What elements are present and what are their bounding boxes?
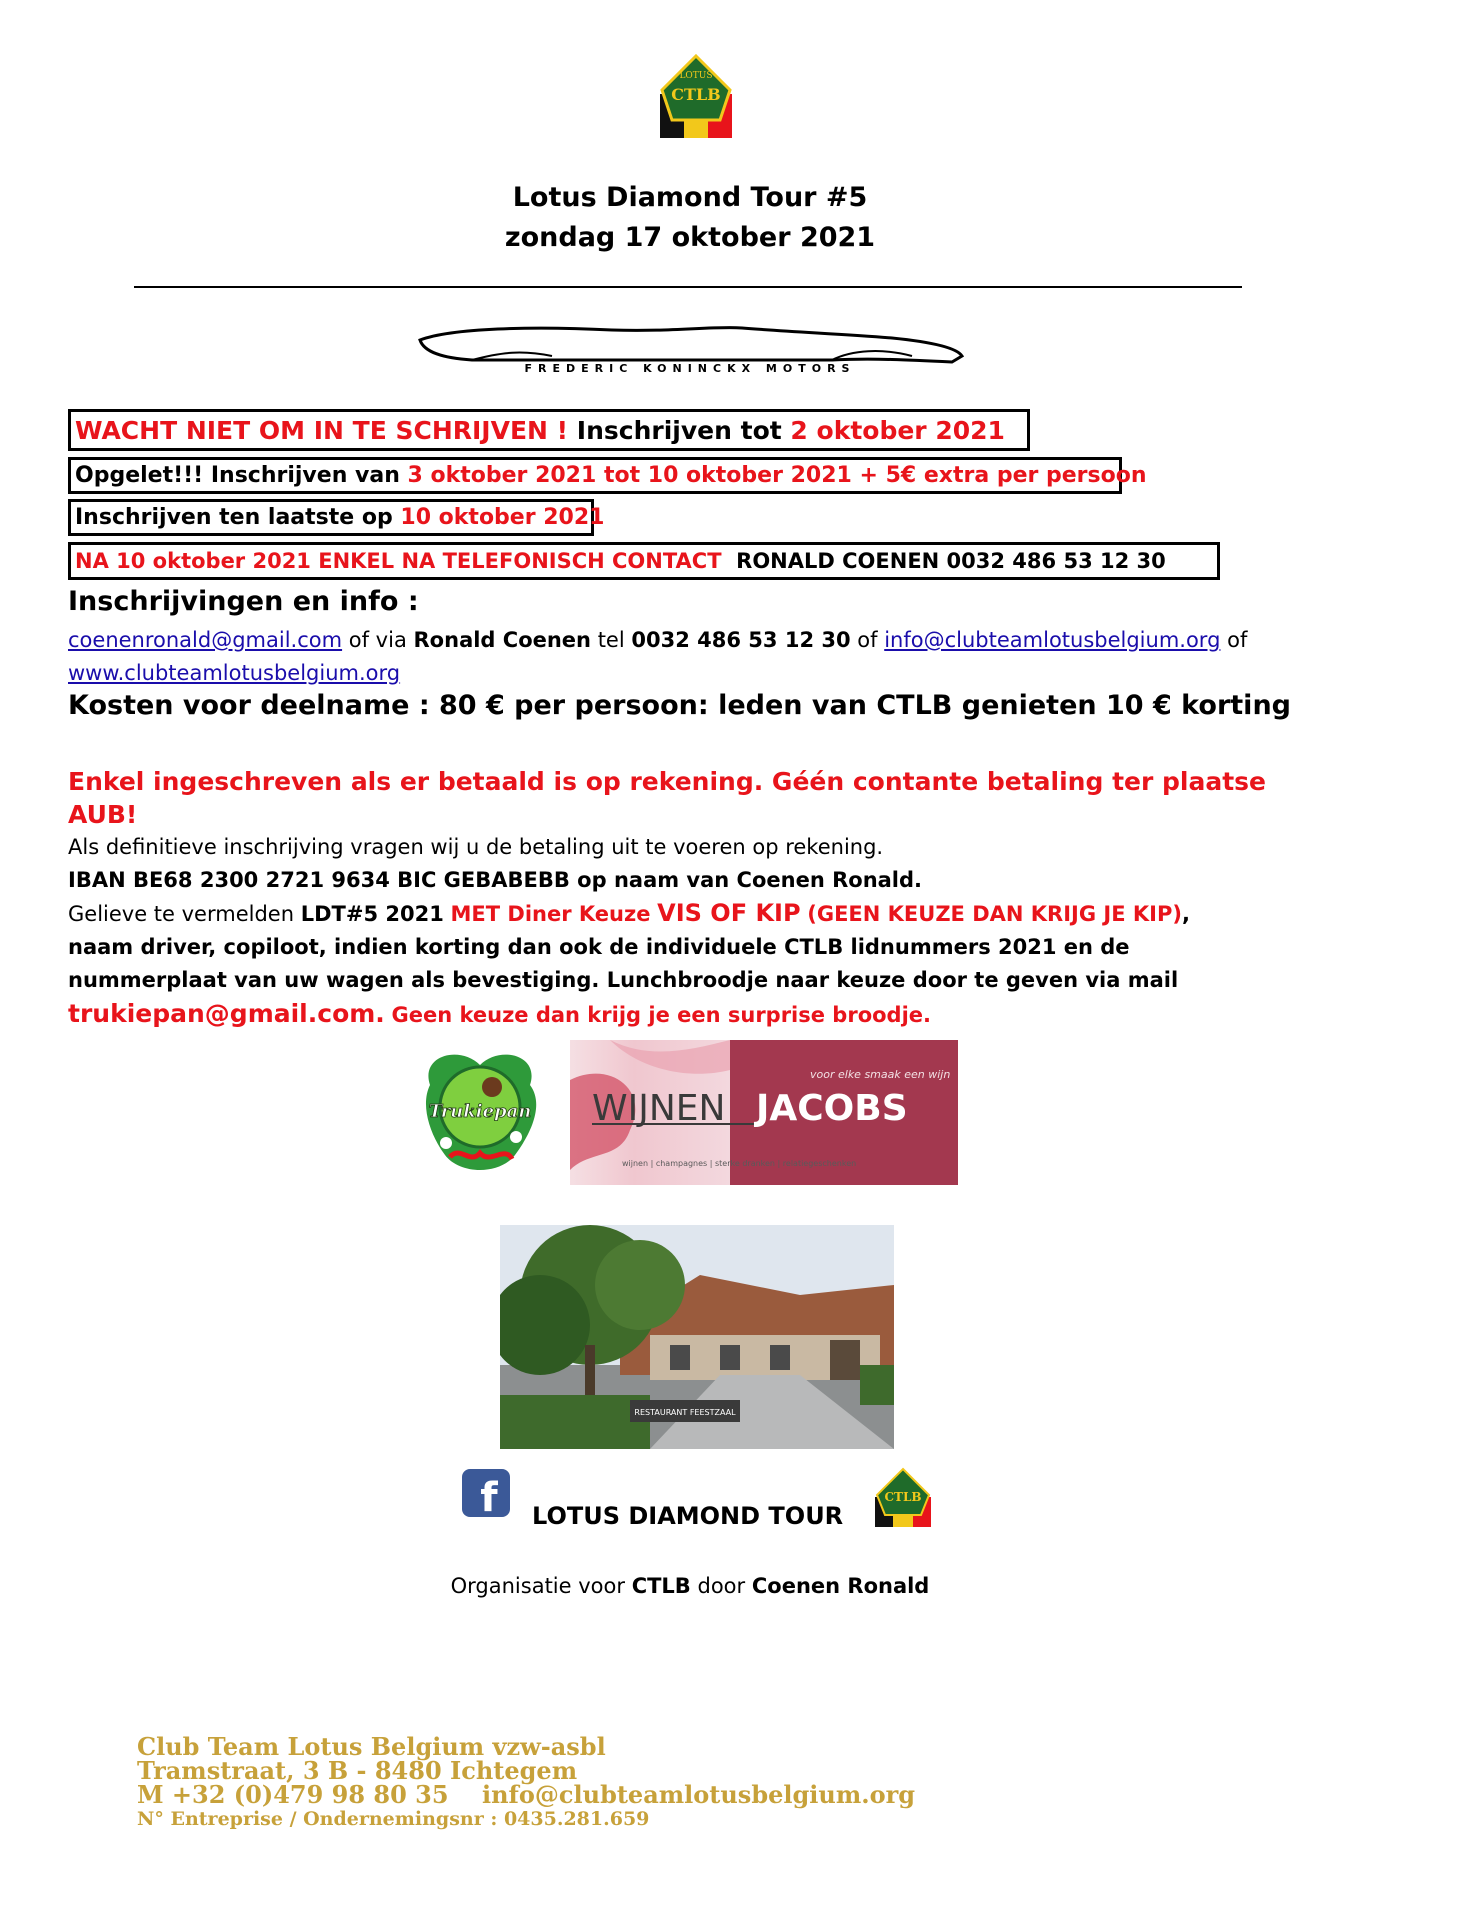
contact-text-1: of via <box>348 628 407 652</box>
ctlb-logo-small <box>875 1467 931 1527</box>
notice-3-black: Inschrijven ten laatste op <box>75 505 393 530</box>
contact-name: Ronald Coenen <box>413 628 592 652</box>
contact-text-3: of <box>857 628 878 652</box>
facebook-page-label: LOTUS DIAMOND TOUR <box>532 1502 844 1530</box>
payment-mention <box>68 897 1308 931</box>
mention-red-1: MET Diner Keuze <box>450 902 651 926</box>
divider <box>134 286 1242 288</box>
ctlb-logo-small-text: CTLB <box>884 1490 922 1504</box>
wijnen-tagline: voor elke smaak een wijn <box>810 1068 951 1081</box>
org-club: CTLB <box>631 1574 691 1598</box>
notice-2-red: 3 oktober 2021 tot 10 oktober 2021 + 5€ extra per persoon <box>407 463 1147 488</box>
tour-date: zondag 17 oktober 2021 <box>504 222 876 253</box>
page-title <box>0 178 1380 258</box>
payment-line-3: naam driver, copiloot, indien korting dan ook de individuele CTLB lidnummers 2021 en de <box>68 935 1130 959</box>
org-person: Coenen Ronald <box>751 1574 930 1598</box>
notice-1-date: 2 oktober 2021 <box>790 416 1005 445</box>
contact-line <box>68 624 1308 690</box>
notice-1-black: Inschrijven tot <box>576 416 782 445</box>
lunch-mail-note: Geen keuze dan krijg je een surprise broodje. <box>391 1003 932 1027</box>
organisation-line <box>0 1574 1380 1598</box>
mention-code: LDT#5 2021 <box>300 902 444 926</box>
notice-late-fee <box>68 457 1147 494</box>
payment-block <box>68 765 1308 1032</box>
notice-last-date <box>68 499 605 536</box>
payment-warning: Enkel ingeschreven als er betaald is op rekening. Géén contante betaling ter plaatse AUB! <box>68 767 1267 829</box>
contact-text-2: tel <box>597 628 625 652</box>
trukiepan-logo-text: Trukiepan <box>428 1101 532 1122</box>
notice-phone-contact <box>68 542 1220 580</box>
trukiepan-logo <box>420 1045 540 1180</box>
wijnen-subline: wijnen | champagnes | sterke dranken | relatiegeschenken <box>622 1159 857 1168</box>
payment-line-4: nummerplaat van uw wagen als bevestiging. Lunchbroodje naar keuze door te geven via mail <box>68 968 1179 992</box>
facebook-glyph: f <box>480 1475 498 1517</box>
contact-phone: 0032 486 53 12 30 <box>631 628 851 652</box>
ctlb-logo <box>660 54 732 138</box>
mention-pre: Gelieve te vermelden <box>68 902 295 926</box>
notice-4-black: RONALD COENEN 0032 486 53 12 30 <box>736 549 1166 573</box>
koninckx-motors-logo <box>412 322 968 374</box>
notice-1-red: WACHT NIET OM IN TE SCHRIJVEN ! <box>75 416 569 445</box>
footer-address <box>137 1732 916 1831</box>
notice-4-red: NA 10 oktober 2021 ENKEL NA TELEFONISCH CONTACT <box>75 549 722 573</box>
mention-red-big: VIS OF KIP <box>657 899 801 927</box>
mention-post: , <box>1181 902 1190 926</box>
payment-line-1: Als definitieve inschrijving vragen wij u de betaling uit te voeren op rekening. <box>68 835 884 859</box>
payment-iban: IBAN BE68 2300 2721 9634 BIC GEBABEBB op naam van Coenen Ronald. <box>68 868 923 892</box>
wijnen-jacobs-banner <box>570 1040 958 1185</box>
cost-line: Kosten voor deelname : 80 € per persoon: leden van CTLB genieten 10 € korting <box>68 690 1291 721</box>
footer-company-number: N° Entreprise / Ondernemingsnr : 0435.281.659 <box>137 1808 650 1830</box>
jacobs-word: JACOBS <box>756 1088 908 1129</box>
venue-sign: RESTAURANT FEESTZAAL <box>634 1408 736 1417</box>
info-heading: Inschrijvingen en info : <box>68 586 419 617</box>
tour-title: Lotus Diamond Tour #5 <box>512 182 868 213</box>
org-mid: door <box>697 1574 746 1598</box>
wijnen-word: WIJNEN <box>592 1088 726 1129</box>
org-pre: Organisatie voor <box>450 1574 625 1598</box>
lunch-mail: trukiepan@gmail.com. <box>68 999 385 1028</box>
notice-3-red: 10 oktober 2021 <box>400 505 605 530</box>
email-link-info[interactable]: info@clubteamlotusbelgium.org <box>884 628 1221 652</box>
website-link[interactable]: www.clubteamlotusbelgium.org <box>68 661 401 685</box>
notice-2-black: Opgelet!!! Inschrijven van <box>75 463 400 488</box>
payment-mail-line <box>68 997 1308 1032</box>
email-link-coenen[interactable]: coenenronald@gmail.com <box>68 628 343 652</box>
ctlb-logo-small: LOTUS <box>679 71 713 81</box>
footer-contact <box>137 1780 916 1809</box>
footer-club: Club Team Lotus Belgium vzw-asbl <box>137 1732 606 1761</box>
contact-text-4: of <box>1227 628 1248 652</box>
koninckx-logo-text: FREDERIC KONINCKX MOTORS <box>524 362 856 374</box>
notice-deadline <box>68 409 1030 451</box>
footer-mail: info@clubteamlotusbelgium.org <box>481 1780 916 1809</box>
ctlb-logo-text: CTLB <box>671 85 721 104</box>
venue-photo <box>500 1225 894 1449</box>
footer-street: Tramstraat, 3 B - 8480 Ichtegem <box>137 1756 578 1785</box>
facebook-icon[interactable] <box>462 1469 510 1517</box>
footer-phone: M +32 (0)479 98 80 35 <box>137 1780 449 1809</box>
mention-red-2: (GEEN KEUZE DAN KRIJG JE KIP) <box>807 902 1182 926</box>
